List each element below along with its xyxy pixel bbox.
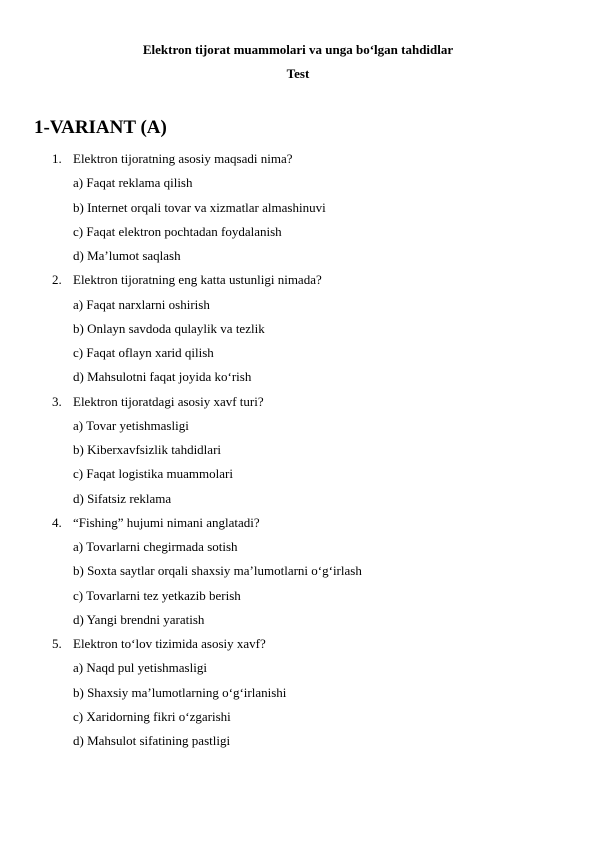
answer-option-d: d) Sifatsiz reklama bbox=[73, 490, 172, 506]
question-1 bbox=[0, 150, 596, 271]
answer-option-a: a) Faqat reklama qilish bbox=[73, 175, 193, 191]
question-line bbox=[0, 635, 596, 659]
question-text: Elektron tijoratdagi asosiy xavf turi? bbox=[73, 393, 264, 409]
question-number: 1. bbox=[52, 151, 62, 166]
question-text: Elektron to‘lov tizimida asosiy xavf? bbox=[73, 636, 266, 651]
answer-option-b: b) Shaxsiy ma’lumotlarning o‘g‘irlanishi bbox=[73, 684, 287, 700]
question-4 bbox=[0, 514, 596, 635]
answer-option-d: d) Mahsulotni faqat joyida ko‘rish bbox=[73, 369, 252, 385]
question-line bbox=[0, 393, 596, 417]
question-line bbox=[0, 514, 596, 538]
answer-option-d: d) Mahsulot sifatining pastligi bbox=[73, 733, 231, 748]
answer-option-b: b) Internet orqali tovar va xizmatlar almashinuvi bbox=[73, 199, 326, 215]
answer-option-b: b) Kiberxavfsizlik tahdidlari bbox=[73, 442, 222, 457]
question-list bbox=[0, 150, 596, 756]
question-3 bbox=[0, 393, 596, 514]
document-title: Elektron tijorat muammolari va unga bo‘lgan tahdidlar bbox=[142, 42, 454, 57]
answer-option-d: d) Ma’lumot saqlash bbox=[73, 248, 181, 263]
answer-option-a: a) Naqd pul yetishmasligi bbox=[73, 660, 207, 676]
answer-option-c: c) Tovarlarni tez yetkazib berish bbox=[73, 587, 241, 603]
question-number: 2. bbox=[52, 272, 62, 288]
answer-option-a: a) Tovarlarni chegirmada sotish bbox=[73, 539, 238, 554]
question-text: Elektron tijoratning eng katta ustunligi nimada? bbox=[73, 272, 322, 288]
question-number: 3. bbox=[52, 393, 62, 409]
question-number: 4. bbox=[52, 514, 62, 530]
answer-option-c: c) Faqat oflayn xarid qilish bbox=[73, 345, 214, 360]
question-line bbox=[0, 150, 596, 174]
document-subtitle: Test bbox=[286, 66, 310, 81]
question-2 bbox=[0, 271, 596, 392]
question-5 bbox=[0, 635, 596, 756]
answer-option-a: a) Faqat narxlarni oshirish bbox=[73, 296, 210, 312]
variant-heading: 1-VARIANT (A) bbox=[34, 117, 167, 138]
answer-option-b: b) Soxta saytlar orqali shaxsiy ma’lumotlarni o‘g‘irlash bbox=[73, 563, 362, 579]
question-line bbox=[0, 271, 596, 295]
question-text: “Fishing” hujumi nimani anglatadi? bbox=[73, 514, 260, 530]
question-text: Elektron tijoratning asosiy maqsadi nima? bbox=[73, 151, 293, 166]
answer-option-d: d) Yangi brendni yaratish bbox=[73, 611, 205, 627]
answer-option-a: a) Tovar yetishmasligi bbox=[73, 417, 189, 433]
answer-option-c: c) Xaridorning fikri o‘zgarishi bbox=[73, 708, 231, 724]
answer-option-c: c) Faqat logistika muammolari bbox=[73, 466, 233, 482]
question-number: 5. bbox=[52, 636, 62, 651]
answer-option-b: b) Onlayn savdoda qulaylik va tezlik bbox=[73, 320, 265, 336]
answer-option-c: c) Faqat elektron pochtadan foydalanish bbox=[73, 223, 282, 239]
